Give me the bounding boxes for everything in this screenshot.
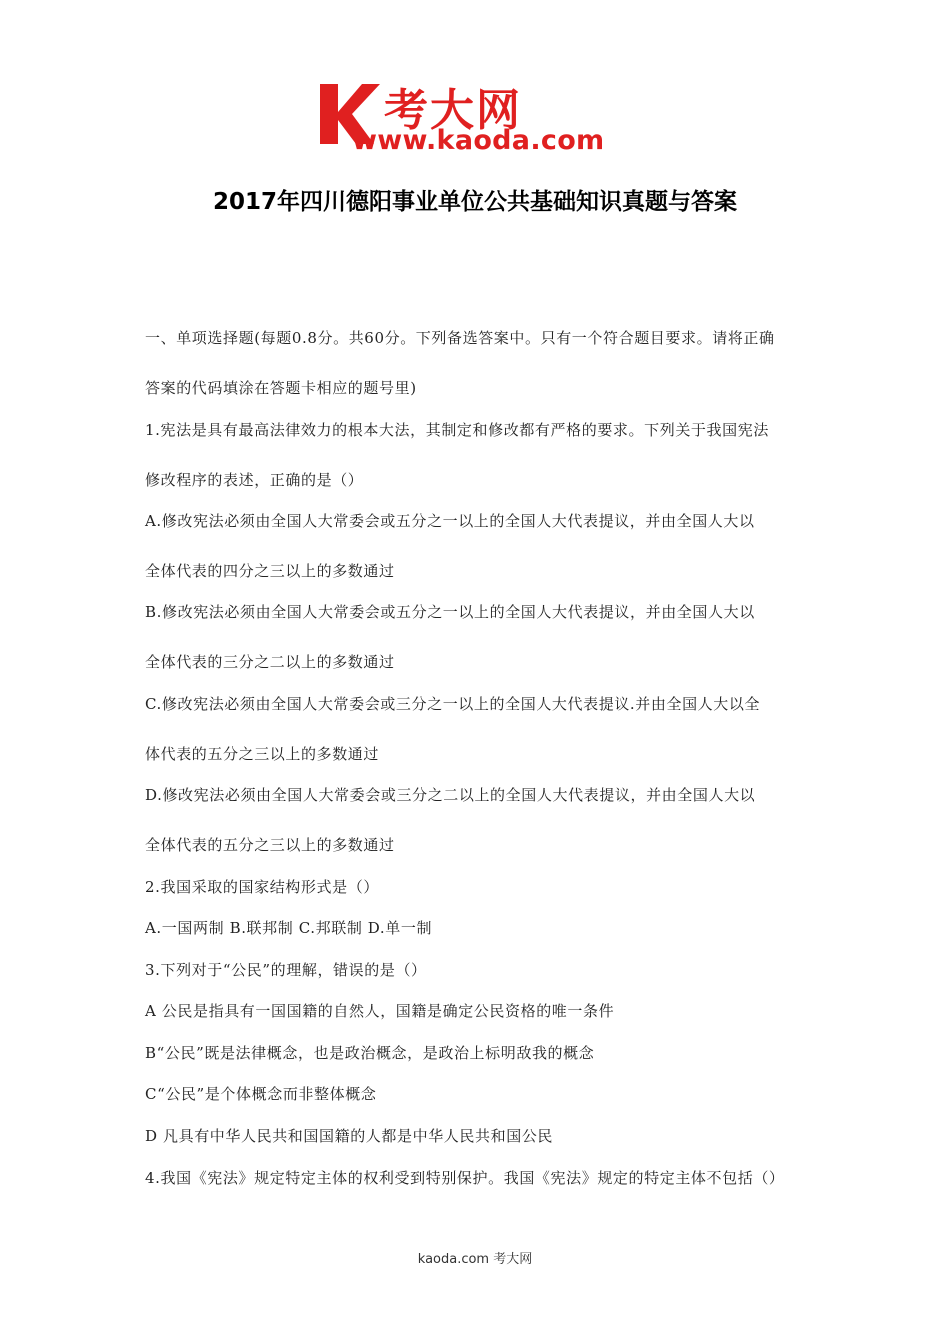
text-line: 4.我国《宪法》规定特定主体的权利受到特别保护。我国《宪法》规定的特定主体不包括（）: [145, 1169, 785, 1187]
text-line: B“公民”既是法律概念，也是政治概念，是政治上标明敌我的概念: [145, 1044, 595, 1062]
text-line: 全体代表的三分之二以上的多数通过: [145, 653, 395, 671]
text-line: D 凡具有中华人民共和国国籍的人都是中华人民共和国公民: [145, 1127, 553, 1145]
text-line: D.修改宪法必须由全国人大常委会或三分之二以上的全国人大代表提议，并由全国人大以: [145, 786, 756, 804]
text-line: B.修改宪法必须由全国人大常委会或五分之一以上的全国人大代表提议，并由全国人大以: [145, 603, 755, 621]
text-line: 一、单项选择题(每题0.8分。共60分。下列备选答案中。只有一个符合题目要求。请将正确: [145, 329, 775, 347]
text-line: A.修改宪法必须由全国人大常委会或五分之一以上的全国人大代表提议，并由全国人大以: [145, 512, 755, 530]
document-title: 2017年四川德阳事业单位公共基础知识真题与答案: [212, 189, 737, 215]
text-line: A.一国两制 B.联邦制 C.邦联制 D.单一制: [145, 919, 433, 937]
text-line: 3.下列对于“公民”的理解，错误的是（）: [145, 961, 427, 979]
logo-brand-name: 考大网: [384, 85, 522, 136]
text-line: A 公民是指具有一国国籍的自然人，国籍是确定公民资格的唯一条件: [145, 1002, 615, 1020]
text-line: 1.宪法是具有最高法律效力的根本大法，其制定和修改都有严格的要求。下列关于我国宪法: [145, 421, 769, 439]
page-footer: kaoda.com 考大网: [417, 1252, 533, 1267]
text-line: C.修改宪法必须由全国人大常委会或三分之一以上的全国人大代表提议.并由全国人大以全: [145, 695, 761, 713]
logo-url: www.kaoda.com: [352, 125, 605, 156]
text-line: 修改程序的表述，正确的是（）: [145, 471, 364, 489]
kaoda-logo: [318, 78, 638, 160]
text-line: 全体代表的五分之三以上的多数通过: [145, 836, 395, 854]
text-line: 答案的代码填涂在答题卡相应的题号里): [145, 379, 417, 397]
text-line: 全体代表的四分之三以上的多数通过: [145, 562, 395, 580]
text-line: 2.我国采取的国家结构形式是（）: [145, 878, 379, 896]
text-line: 体代表的五分之三以上的多数通过: [145, 745, 380, 763]
text-line: C“公民”是个体概念而非整体概念: [145, 1085, 377, 1103]
